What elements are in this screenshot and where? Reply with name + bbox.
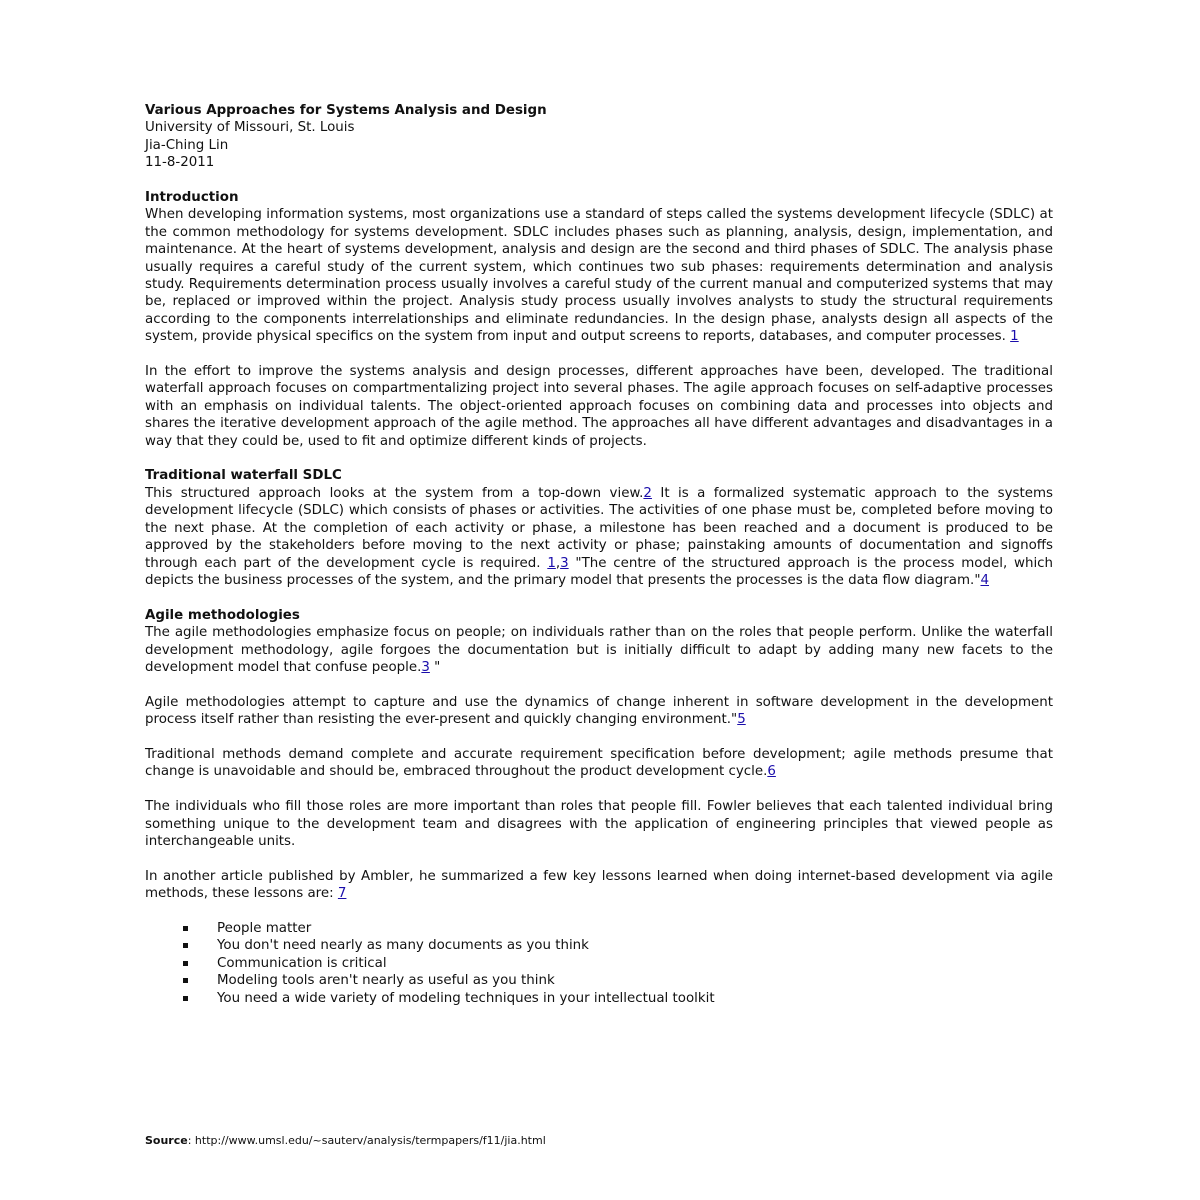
list-item (183, 990, 1053, 1007)
bullet-icon (183, 943, 188, 948)
agile-paragraph-1 (145, 624, 1053, 676)
footnote-link-6[interactable]: 6 (767, 764, 776, 780)
waterfall-text-1: This structured approach looks at the system from a top-down view. (145, 485, 644, 501)
bullet-icon (183, 996, 188, 1001)
waterfall-text-2: It is a formalized systematic approach to the systems development lifecycle (SDLC) which consists of phases or activities. The activities of one phase must be, completed before moving to the next phase. At the completion of each activity or phase, a milestone has been reached and a document is produced to be approved by the stakeholders before moving to the next activity or phase; painstaking amounts of documentation and signoffs through each part of the development cycle is required. (145, 485, 1053, 571)
agile-paragraph-5-text: In another article published by Ambler, he summarized a few key lessons learned when doing internet-based development via agile methods, these lessons are: (145, 868, 1053, 902)
bullet-icon (183, 961, 188, 966)
list-item-text: People matter (217, 920, 312, 936)
footnote-link-1b[interactable]: 1 (547, 555, 556, 571)
footnote-separator: , (555, 555, 561, 571)
agile-paragraph-2-text: Agile methodologies attempt to capture and use the dynamics of change inherent in software development in the development process itself rather than resisting the ever-present and quickly changing environment." (145, 694, 1053, 728)
footnote-link-1[interactable]: 1 (1010, 329, 1019, 345)
agile-paragraph-4: The individuals who fill those roles are more important than roles that people fill. Fowler believes that each talented individual bring something unique to the development team and disagrees with the application of engineering principles that viewed people as interchangeable units. (145, 799, 1053, 849)
footnote-link-4[interactable]: 4 (980, 572, 990, 588)
footnote-link-2[interactable]: 2 (643, 485, 652, 501)
source-line (145, 1134, 546, 1148)
list-item-text: Communication is critical (217, 955, 387, 971)
agile-heading: Agile methodologies (145, 607, 300, 623)
agile-paragraph-2 (145, 694, 1053, 729)
intro-heading: Introduction (145, 190, 239, 206)
footnote-link-3[interactable]: 3 (560, 555, 569, 571)
agile-paragraph-3-text: Traditional methods demand complete and accurate requirement specification before development; agile methods presume that change is unavoidable and should be, embraced throughout the product development cycle. (145, 746, 1053, 780)
bullet-icon (183, 978, 188, 983)
university-name: University of Missouri, St. Louis (145, 120, 355, 136)
lessons-list (145, 920, 1053, 1007)
agile-paragraph-3 (145, 746, 1053, 781)
source-url: : http://www.umsl.edu/~sauterv/analysis/termpapers/f11/jia.html (187, 1134, 546, 1147)
list-item (183, 937, 1053, 954)
document-page (145, 102, 1053, 1007)
list-item (183, 955, 1053, 972)
footnote-link-3b[interactable]: 3 (421, 659, 430, 675)
footnote-link-7[interactable]: 7 (337, 886, 347, 902)
source-label: Source (145, 1134, 188, 1147)
list-item (183, 972, 1053, 989)
list-item-text: Modeling tools aren't nearly as useful as you think (217, 973, 555, 989)
intro-paragraph-1-text: When developing information systems, most organizations use a standard of steps called the systems development lifecycle (SDLC) at the common methodology for systems development. SDLC includes phases such as planning, analysis, design, implementation, and maintenance. At the heart of systems development, analysis and design are the second and third phases of SDLC. The analysis phase usually requires a careful study of the current system, which continues two sub phases: requirements determination and analysis study. Requirements determination process usually involves a careful study of the current manual and computerized systems that may be, replaced or improved within the project. Analysis study process usually involves analysts to study the structural requirements according to the components interrelationships and eliminate redundancies. In the design phase, analysts design all aspects of the system, provide physical specifics on the system from input and output screens to reports, databases, and computer processes. (145, 207, 1053, 345)
document-header (145, 102, 1053, 172)
intro-paragraph-2: In the effort to improve the systems analysis and design processes, different approaches have been, developed. The traditional waterfall approach focuses on compartmentalizing project into several phases. The agile approach focuses on self-adaptive processes with an emphasis on individual talents. The object-oriented approach focuses on combining data and processes into objects and shares the iterative development approach of the agile method. The approaches all have different advantages and disadvantages in a way that they could be, used to fit and optimize different kinds of projects. (145, 364, 1053, 449)
waterfall-heading: Traditional waterfall SDLC (145, 468, 342, 484)
agile-paragraph-1-tail: " (429, 659, 441, 675)
list-item-text: You need a wide variety of modeling techniques in your intellectual toolkit (217, 990, 715, 1006)
document-title: Various Approaches for Systems Analysis and Design (145, 103, 547, 118)
waterfall-paragraph (145, 485, 1053, 589)
list-item-text: You don't need nearly as many documents as you think (217, 938, 589, 954)
list-item (183, 920, 1053, 937)
waterfall-text-3: "The centre of the structured approach is the process model, which depicts the business processes of the system, and the primary model that presents the processes is the data flow diagram." (145, 555, 1054, 588)
agile-paragraph-5 (145, 868, 1053, 903)
author-name: Jia-Ching Lin (145, 137, 229, 153)
footnote-link-5[interactable]: 5 (737, 712, 746, 728)
intro-paragraph-1 (145, 206, 1053, 345)
agile-paragraph-1-text: The agile methodologies emphasize focus on people; on individuals rather than on the roles that people perform. Unlike the waterfall development methodology, agile forgoes the documentation but is initially difficult to adapt by adding many new facets to the development model that confuse people. (145, 625, 1053, 675)
document-date: 11-8-2011 (145, 155, 215, 171)
bullet-icon (183, 926, 188, 931)
